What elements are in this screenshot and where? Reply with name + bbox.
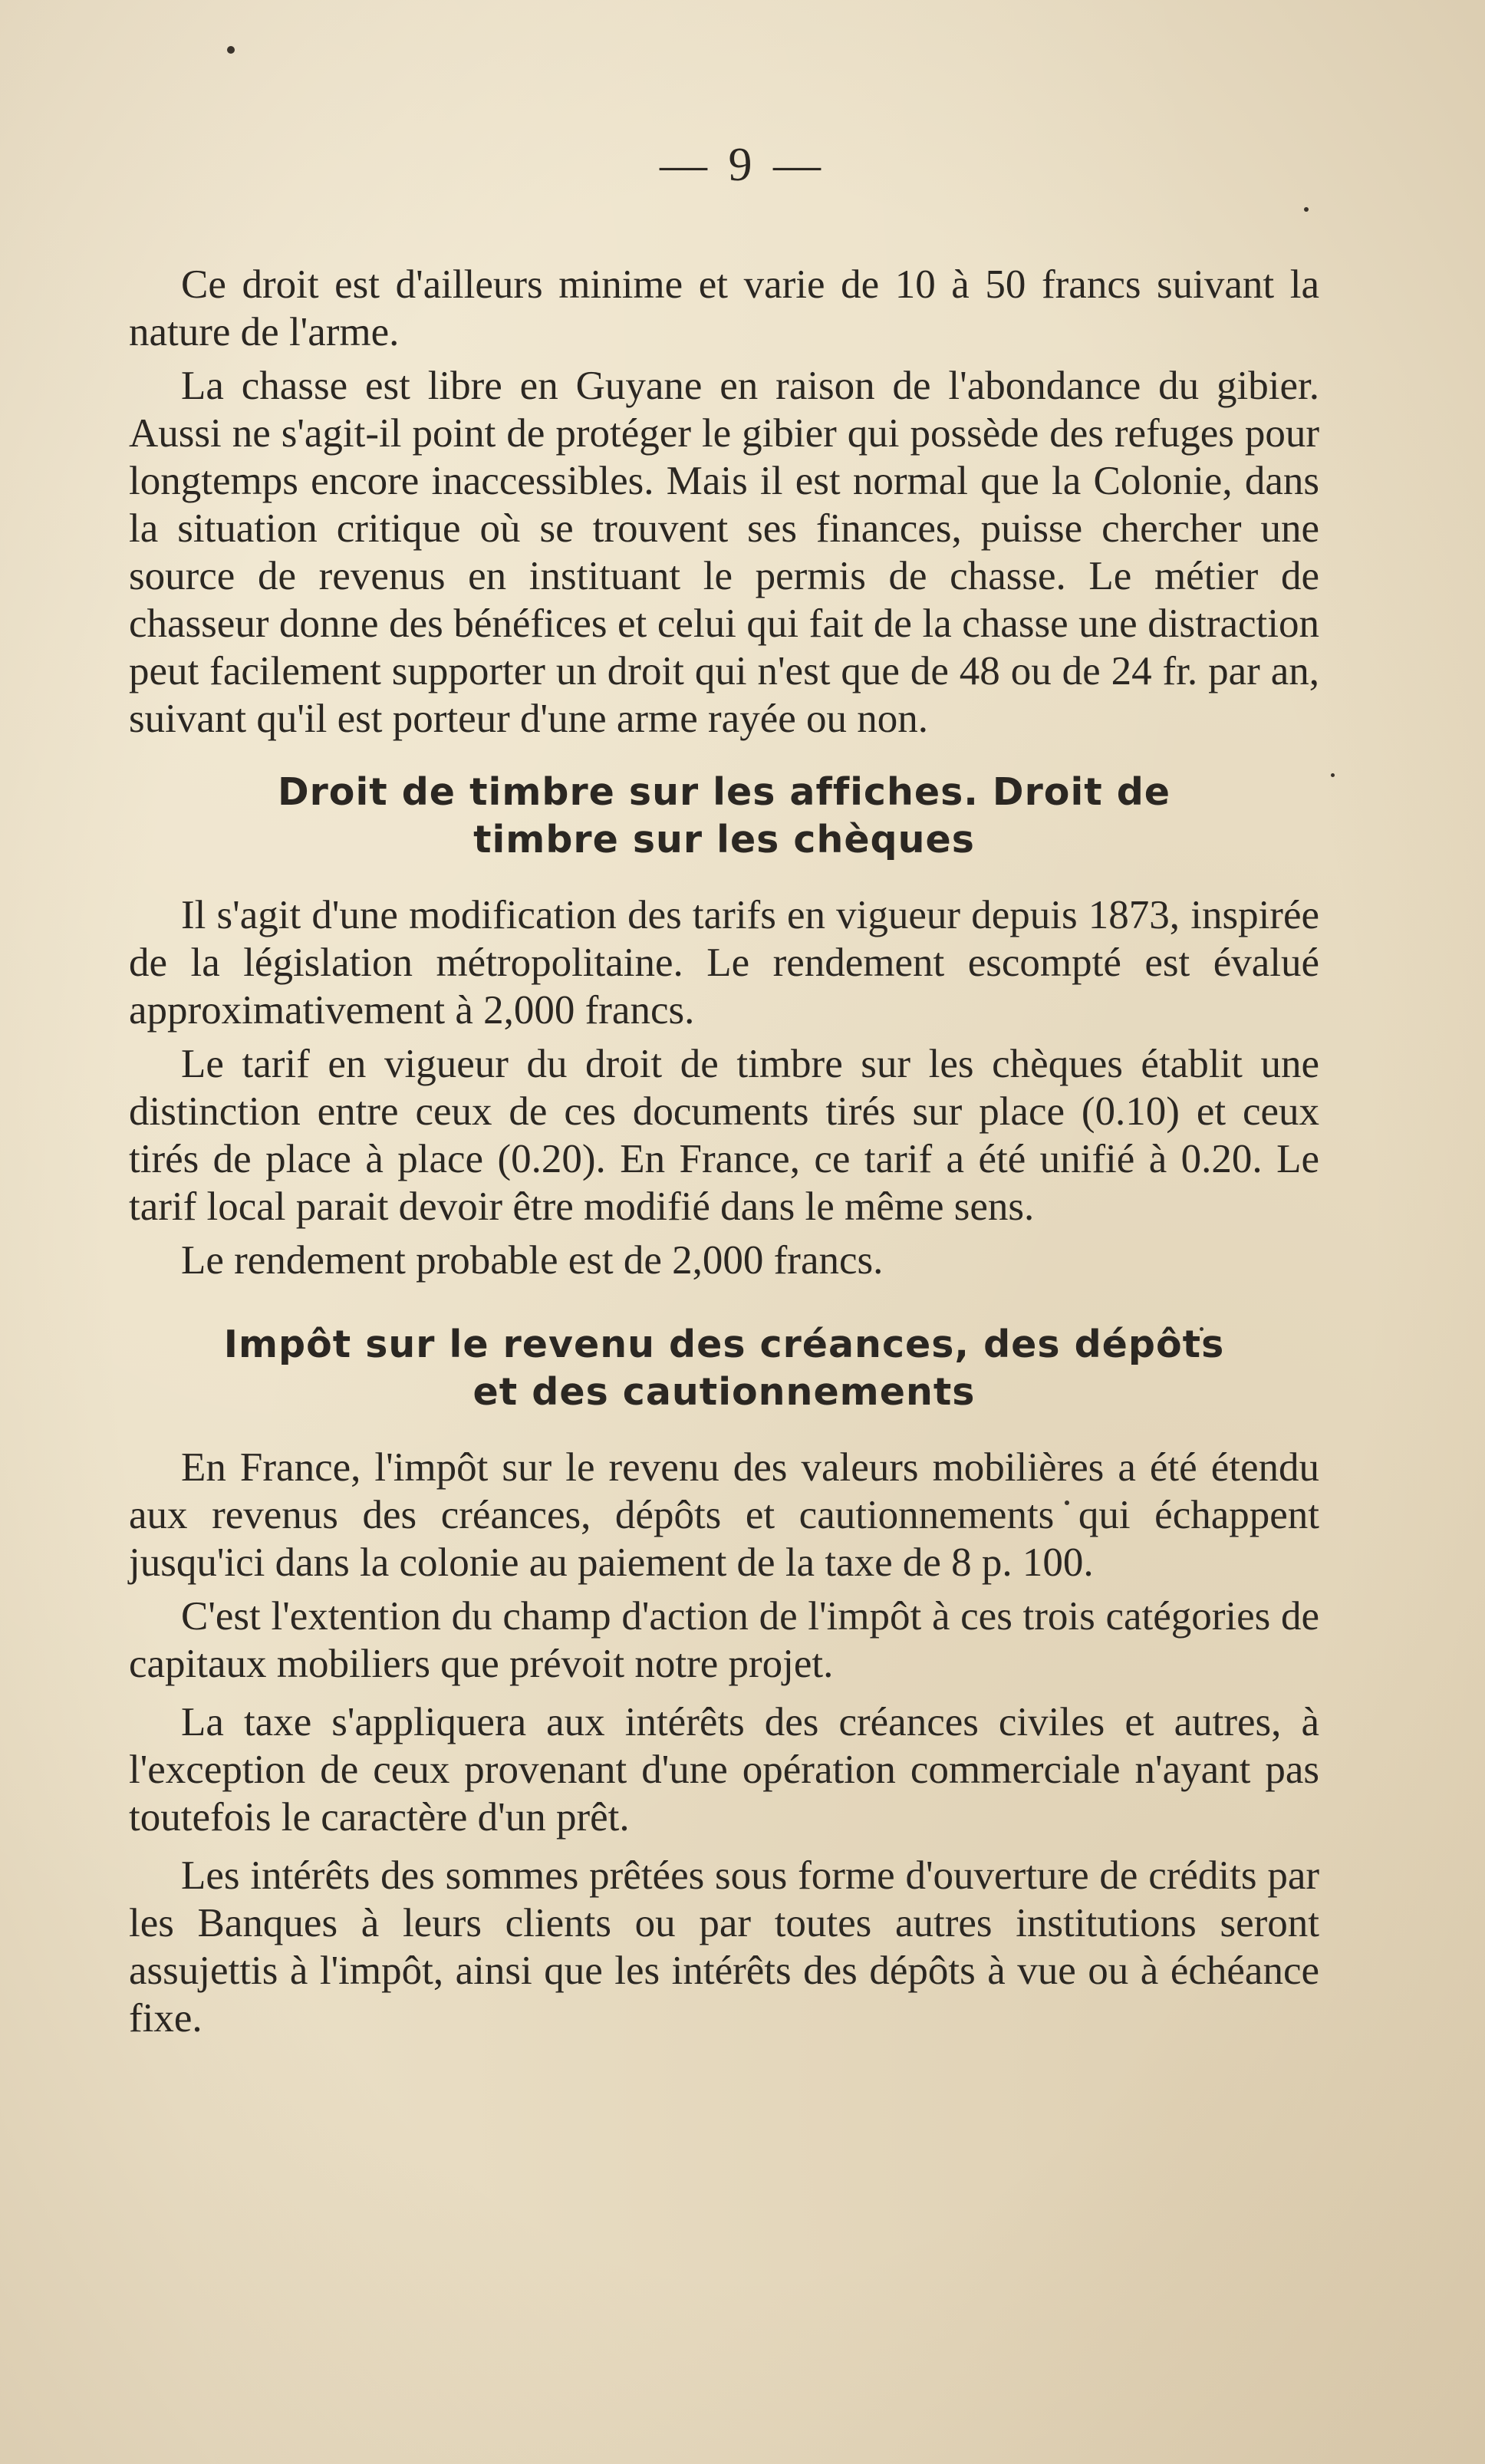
paragraph: Le rendement probable est de 2,000 francs. <box>181 1238 884 1283</box>
ink-speck <box>1304 207 1309 212</box>
page-number: — 9 — <box>660 139 825 191</box>
heading-line: et des cautionnements <box>472 1370 976 1414</box>
heading-line: Impôt sur le revenu des créances, des dépôts <box>223 1323 1225 1366</box>
paragraph: Il s'agit d'une modification des tarifs en vigueur depuis 1873, inspirée de la législation métropolitaine. Le rendement escompté est évalué approximativement à 2,000 francs. <box>129 893 1319 1033</box>
paragraph: La taxe s'appliquera aux intérêts des créances civiles et autres, à l'exception de ceux provenant d'une opération commerciale n'ayant pas toutefois le caractère d'un prêt. <box>129 1700 1319 1840</box>
ink-speck <box>1331 773 1335 777</box>
paragraph: La chasse est libre en Guyane en raison de l'abondance du gibier. Aussi ne s'agit-il point de protéger le gibier qui possède des refuges pour longtemps encore inaccessibles. Mais il est normal que la Colonie, dans la situation critique où se trouvent ses finances, puisse chercher une source de revenus en instituant le permis de chasse. Le métier de chasseur donne des bénéfices et celui qui fait de la chasse une distraction peut facilement supporter un droit qui n'est que de 48 ou de 24 fr. par an, suivant qu'il est porteur d'une arme rayée ou non. <box>129 364 1319 741</box>
heading-line: Droit de timbre sur les affiches. Droit de <box>277 770 1171 814</box>
section-heading <box>129 1321 1319 1416</box>
section-heading <box>129 769 1319 864</box>
paragraph: Le tarif en vigueur du droit de timbre sur les chèques établit une distinction entre ceux de ces documents tirés sur place (0.10) et ceux tirés de place à place (0.20). En France, ce tarif a été unifié à 0.20. Le tarif local parait devoir être modifié dans le même sens. <box>129 1042 1319 1229</box>
body-text <box>129 261 1319 2042</box>
ink-speck <box>227 46 235 54</box>
paragraph: C'est l'extention du champ d'action de l'impôt à ces trois catégories de capitaux mobiliers que prévoit notre projet. <box>129 1594 1319 1686</box>
paragraph: En France, l'impôt sur le revenu des valeurs mobilières a été étendu aux revenus des créances, dépôts et cautionnements qui échappent jusqu'ici dans la colonie au paiement de la taxe de 8 p. 100. <box>129 1445 1319 1585</box>
paragraph: Ce droit est d'ailleurs minime et varie de 10 à 50 francs suivant la nature de l'arme. <box>129 262 1319 354</box>
heading-line: timbre sur les chèques <box>473 818 975 861</box>
paragraph: Les intérêts des sommes prêtées sous forme d'ouverture de crédits par les Banques à leurs clients ou par toutes autres institutions seront assujettis à l'impôt, ainsi que les intérêts des dépôts à vue ou à échéance fixe. <box>129 1853 1319 2041</box>
